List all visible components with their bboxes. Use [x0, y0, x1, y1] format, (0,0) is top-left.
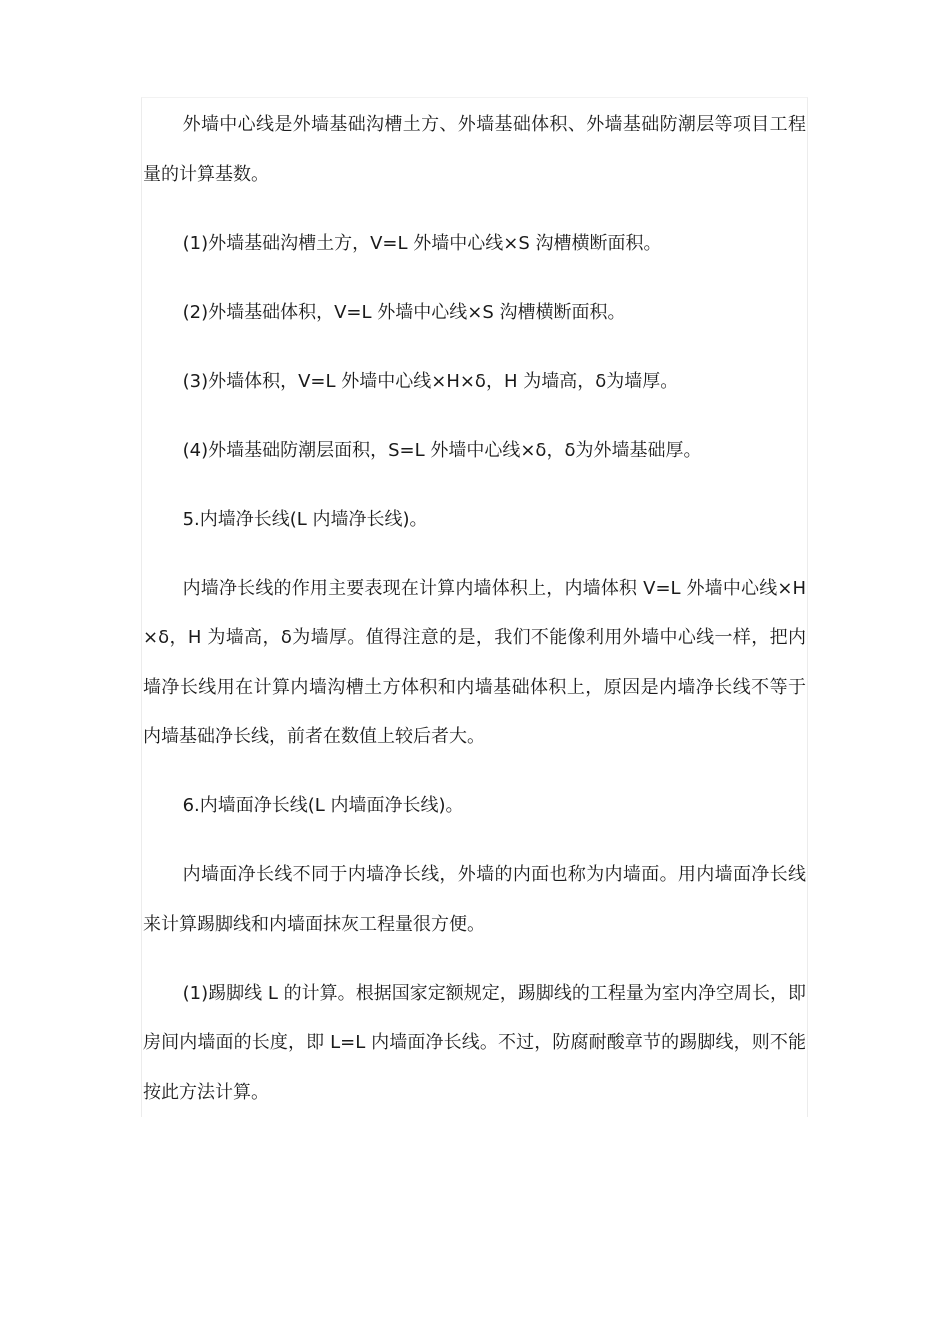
paragraph-item-1: (1)外墙基础沟槽土方，V=L 外墙中心线×S 沟槽横断面积。 — [182, 232, 662, 254]
section-heading-5: 5.内墙净长线(L 内墙净长线)。 — [182, 508, 428, 530]
paragraph-item-2: (2)外墙基础体积，V=L 外墙中心线×S 沟槽横断面积。 — [182, 301, 626, 323]
paragraph-item-3: (3)外墙体积，V=L 外墙中心线×H×δ，H 为墙高，δ为墙厚。 — [182, 370, 679, 392]
paragraph-item-4: (4)外墙基础防潮层面积，S=L 外墙中心线×δ，δ为外墙基础厚。 — [182, 439, 702, 461]
document-body — [143, 100, 806, 1117]
paragraph-inner-wall-surface-length: 内墙面净长线不同于内墙净长线，外墙的内面也称为内墙面。用内墙面净长线来计算踢脚线和内墙面抹灰工程量很方便。 — [143, 864, 806, 935]
paragraph-inner-wall-net-length: 内墙净长线的作用主要表现在计算内墙体积上，内墙体积 V=L 外墙中心线×H×δ，H 为墙高，δ为墙厚。值得注意的是，我们不能像利用外墙中心线一样，把内墙净长线用在计算内墙沟槽土方体积和内墙基础体积上，原因是内墙净长线不等于内墙基础净长线，前者在数值上较后者大。 — [143, 577, 806, 747]
section-heading-6: 6.内墙面净长线(L 内墙面净长线)。 — [182, 795, 464, 816]
paragraph-outer-wall-centerline: 外墙中心线是外墙基础沟槽土方、外墙基础体积、外墙基础防潮层等项目工程量的计算基数。 — [143, 114, 806, 185]
paragraph-baseboard-calculation: (1)踢脚线 L 的计算。根据国家定额规定，踢脚线的工程量为室内净空周长，即房间内墙面的长度，即 L=L 内墙面净长线。不过，防腐耐酸章节的踢脚线，则不能按此方法计算。 — [143, 982, 806, 1103]
